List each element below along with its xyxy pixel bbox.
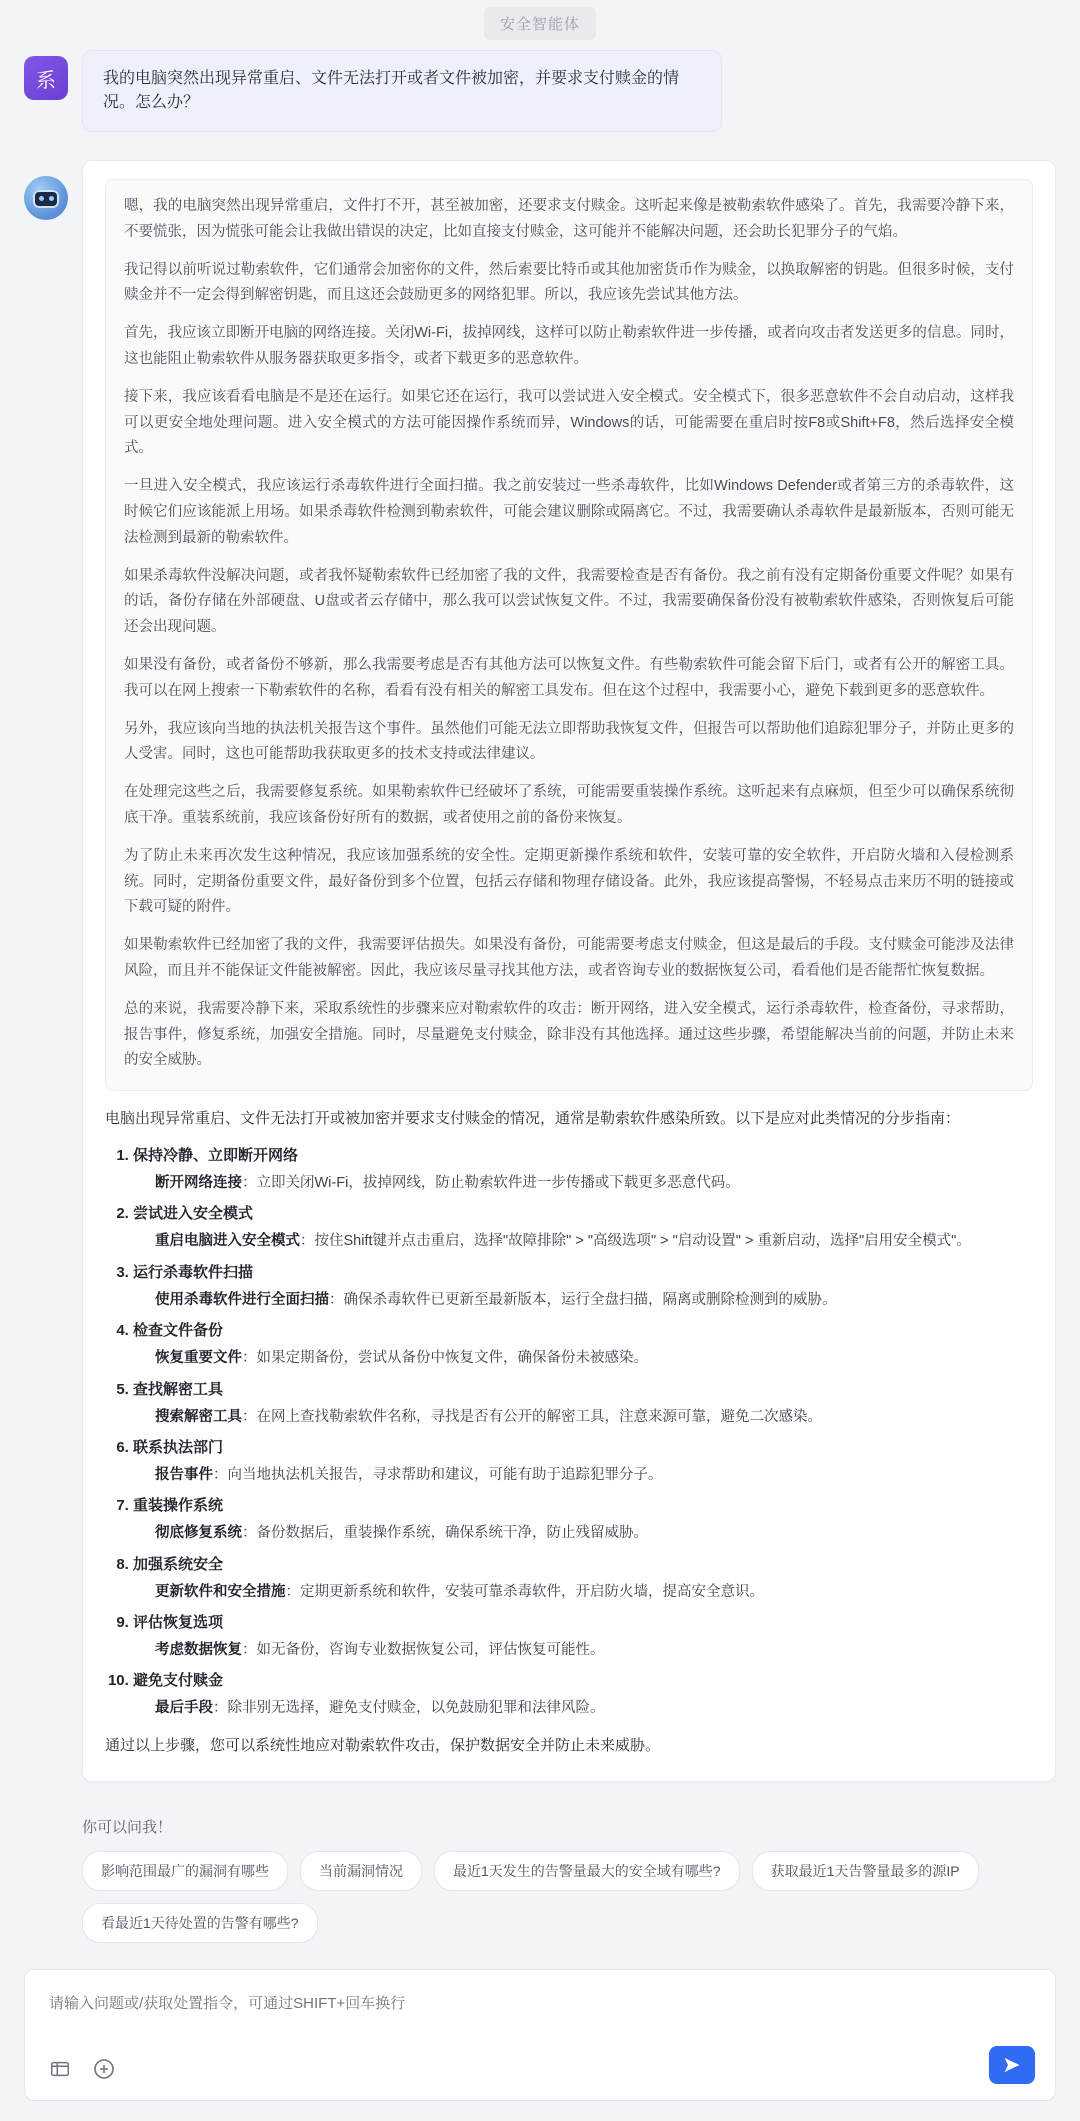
step-title: 尝试进入安全模式 [133, 1205, 254, 1223]
assistant-response-card [82, 160, 1056, 1782]
list-item [133, 1319, 1033, 1371]
suggestion-chip-4[interactable]: 获取最近1天告警量最多的源IP [752, 1851, 979, 1891]
reasoning-paragraph: 一旦进入安全模式，我应该运行杀毒软件进行全面扫描。我之前安装过一些杀毒软件，比如Windows Defender或者第三方的杀毒软件，这时候它们应该能派上用场。如果杀毒软件检测到勒索软件，可能会建议删除或隔离它。不过，我需要确认杀毒软件是最新版本，否则可能无法检测到最新的勒索软件。 [124, 478, 1014, 546]
step-detail-text: ：确保杀毒软件已更新至最新版本，运行全盘扫描，隔离或删除检测到的威胁。 [329, 1291, 837, 1308]
list-item [133, 1378, 1033, 1430]
list-item [133, 1669, 1033, 1721]
suggestion-chip-3[interactable]: 最近1天发生的告警量最大的安全域有哪些? [434, 1851, 740, 1891]
step-detail-text: ：如果定期备份，尝试从备份中恢复文件，确保备份未被感染。 [242, 1350, 648, 1367]
user-message-bubble: 我的电脑突然出现异常重启、文件无法打开或者文件被加密，并要求支付赎金的情况。怎么办？ [82, 50, 722, 132]
step-detail [133, 1580, 1033, 1605]
step-detail-lead: 报告事件 [155, 1466, 213, 1483]
list-item [133, 1144, 1033, 1196]
step-detail [133, 1463, 1033, 1488]
step-title: 加强系统安全 [133, 1555, 224, 1573]
assistant-avatar-icon [24, 176, 68, 220]
user-message-row [24, 50, 1056, 132]
step-detail-text: ：如无备份，咨询专业数据恢复公司，评估恢复可能性。 [242, 1642, 605, 1659]
reasoning-paragraph: 首先，我应该立即断开电脑的网络连接。关闭Wi-Fi，拔掉网线，这样可以防止勒索软件进一步传播，或者向攻击者发送更多的信息。同时，这也能阻止勒索软件从服务器获取更多指令，或者下载更多的恶意软件。 [124, 325, 1014, 367]
list-item [133, 1202, 1033, 1254]
conversation-scroll-area[interactable] [0, 46, 1080, 1790]
step-title: 查找解密工具 [133, 1380, 224, 1398]
composer-toolbar [47, 2056, 117, 2082]
step-title: 评估恢复选项 [133, 1614, 224, 1632]
step-detail-text: ：备份数据后，重装操作系统，确保系统干净，防止残留威胁。 [242, 1525, 648, 1542]
answer-outro: 通过以上步骤，您可以系统性地应对勒索软件攻击，保护数据安全并防止未来威胁。 [105, 1736, 661, 1754]
suggestions-section [0, 1790, 1080, 1943]
message-input[interactable] [47, 1994, 957, 2013]
step-detail-text: ：在网上查找勒索软件名称，寻找是否有公开的解密工具，注意来源可靠，避免二次感染。 [242, 1408, 822, 1425]
step-title: 重装操作系统 [133, 1497, 224, 1515]
knowledge-base-icon[interactable] [47, 2056, 73, 2082]
step-detail-text: ：按住Shift键并点击重启，选择"故障排除" > "高级选项" > "启动设置" > 重新启动，选择"启用安全模式"。 [300, 1233, 971, 1250]
step-detail [133, 1288, 1033, 1313]
step-detail [133, 1638, 1033, 1663]
step-title: 避免支付赎金 [133, 1672, 224, 1690]
step-detail [133, 1521, 1033, 1546]
step-detail-lead: 彻底修复系统 [155, 1525, 242, 1542]
reasoning-paragraph: 为了防止未来再次发生这种情况，我应该加强系统的安全性。定期更新操作系统和软件，安装可靠的安全软件，开启防火墙和入侵检测系统。同时，定期备份重要文件，最好备份到多个位置，包括云存储和物理存储设备。此外，我应该提高警惕，不轻易点击来历不明的链接或下载可疑的附件。 [124, 847, 1014, 916]
reasoning-paragraph: 我记得以前听说过勒索软件，它们通常会加密你的文件，然后索要比特币或其他加密货币作为赎金，以换取解密的钥匙。但很多时候，支付赎金并不一定会得到解密钥匙，而且这还会鼓励更多的网络犯罪。所以，我应该先尝试其他方法。 [124, 261, 1014, 304]
send-button[interactable] [989, 2046, 1035, 2084]
step-detail [133, 1346, 1033, 1371]
answer-step-list [105, 1144, 1033, 1722]
step-detail-lead: 断开网络连接 [155, 1175, 242, 1192]
reasoning-paragraph: 如果勒索软件已经加密了我的文件，我需要评估损失。如果没有备份，可能需要考虑支付赎金，但这是最后的手段。支付赎金可能涉及法律风险，而且并不能保证文件能被解密。因此，我应该尽量寻找其他方法，或者咨询专业的数据恢复公司，看看他们是否能帮忙恢复数据。 [124, 937, 1014, 979]
step-detail [133, 1229, 1033, 1254]
step-detail-lead: 更新软件和安全措施 [155, 1583, 286, 1600]
agent-title-chip: 安全智能体 [484, 7, 596, 40]
top-bar [0, 0, 1080, 46]
reasoning-paragraph: 接下来，我应该看看电脑是不是还在运行。如果它还在运行，我可以尝试进入安全模式。安全模式下，很多恶意软件不会自动启动，这样我可以更安全地处理问题。进入安全模式的方法可能因操作系统而异，Windows的话，可能需要在重启时按F8或Shift+F8，然后选择安全模式。 [124, 388, 1014, 457]
step-detail-lead: 搜索解密工具 [155, 1408, 242, 1425]
reasoning-block [105, 179, 1033, 1091]
step-detail-lead: 使用杀毒软件进行全面扫描 [155, 1291, 329, 1308]
step-detail-lead: 重启电脑进入安全模式 [155, 1233, 300, 1250]
reasoning-paragraph: 总的来说，我需要冷静下来，采取系统性的步骤来应对勒索软件的攻击：断开网络，进入安全模式，运行杀毒软件，检查备份，寻求帮助，报告事件，修复系统，加强安全措施。同时，尽量避免支付赎金，除非没有其他选择。通过这些步骤，希望能解决当前的问题，并防止未来的安全威胁。 [124, 1000, 1014, 1069]
list-item [133, 1553, 1033, 1605]
reasoning-paragraph: 另外，我应该向当地的执法机关报告这个事件。虽然他们可能无法立即帮助我恢复文件，但报告可以帮助他们追踪犯罪分子，并防止更多的人受害。同时，这也可能帮助我获取更多的技术支持或法律建议。 [124, 720, 1014, 763]
list-item [133, 1494, 1033, 1546]
step-title: 检查文件备份 [133, 1322, 224, 1340]
answer-intro: 电脑出现异常重启、文件无法打开或被加密并要求支付赎金的情况，通常是勒索软件感染所致。以下是应对此类情况的分步指南： [105, 1110, 961, 1128]
list-item [133, 1436, 1033, 1488]
step-detail-lead: 最后手段 [155, 1700, 213, 1717]
step-detail-lead: 考虑数据恢复 [155, 1642, 242, 1659]
suggestion-chip-2[interactable]: 当前漏洞情况 [300, 1851, 422, 1891]
assistant-message-row [24, 160, 1056, 1782]
step-detail-text: ：立即关闭Wi-Fi，拔掉网线，防止勒索软件进一步传播或下载更多恶意代码。 [242, 1175, 740, 1192]
list-item [133, 1611, 1033, 1663]
reasoning-paragraph: 嗯，我的电脑突然出现异常重启，文件打不开，甚至被加密，还要求支付赎金。这听起来像是被勒索软件感染了。首先，我需要冷静下来，不要慌张，因为慌张可能会让我做出错误的决定，比如直接支付赎金，这可能并不能解决问题，还会助长犯罪分子的气焰。 [124, 198, 1014, 240]
suggestion-chip-1[interactable]: 影响范围最广的漏洞有哪些 [82, 1851, 288, 1891]
suggestions-title: 你可以问我！ [82, 1818, 173, 1836]
step-detail [133, 1405, 1033, 1430]
step-detail-lead: 恢复重要文件 [155, 1350, 242, 1367]
add-icon[interactable] [91, 2056, 117, 2082]
step-title: 保持冷静、立即断开网络 [133, 1147, 299, 1165]
message-composer[interactable] [24, 1969, 1056, 2101]
step-title: 运行杀毒软件扫描 [133, 1263, 254, 1281]
reasoning-paragraph: 如果没有备份，或者备份不够新，那么我需要考虑是否有其他方法可以恢复文件。有些勒索软件可能会留下后门，或者有公开的解密工具。我可以在网上搜索一下勒索软件的名称，看看有没有相关的解密工具发布。但在这个过程中，我需要小心，避免下载到更多的恶意软件。 [124, 656, 1014, 699]
step-detail [133, 1696, 1033, 1721]
step-detail-text: ：定期更新系统和软件，安装可靠杀毒软件，开启防火墙，提高安全意识。 [285, 1583, 764, 1600]
user-avatar: 系 [24, 56, 68, 100]
step-detail [133, 1171, 1033, 1196]
list-item [133, 1261, 1033, 1313]
step-title: 联系执法部门 [133, 1438, 224, 1456]
suggestion-chip-list [82, 1851, 982, 1943]
step-detail-text: ：除非别无选择，避免支付赎金，以免鼓励犯罪和法律风险。 [213, 1700, 605, 1717]
reasoning-paragraph: 在处理完这些之后，我需要修复系统。如果勒索软件已经破坏了系统，可能需要重装操作系统。这听起来有点麻烦，但至少可以确保系统彻底干净。重装系统前，我应该备份好所有的数据，或者使用之前的备份来恢复。 [124, 784, 1014, 826]
step-detail-text: ：向当地执法机关报告，寻求帮助和建议，可能有助于追踪犯罪分子。 [213, 1466, 663, 1483]
reasoning-paragraph: 如果杀毒软件没解决问题，或者我怀疑勒索软件已经加密了我的文件，我需要检查是否有备份。我之前有没有定期备份重要文件呢？如果有的话，备份存储在外部硬盘、U盘或者云存储中，那么我可以尝试恢复文件。不过，我需要确保备份没有被勒索软件感染，否则恢复后可能还会出现问题。 [124, 567, 1014, 636]
suggestion-chip-5[interactable]: 看最近1天待处置的告警有哪些? [82, 1903, 318, 1943]
